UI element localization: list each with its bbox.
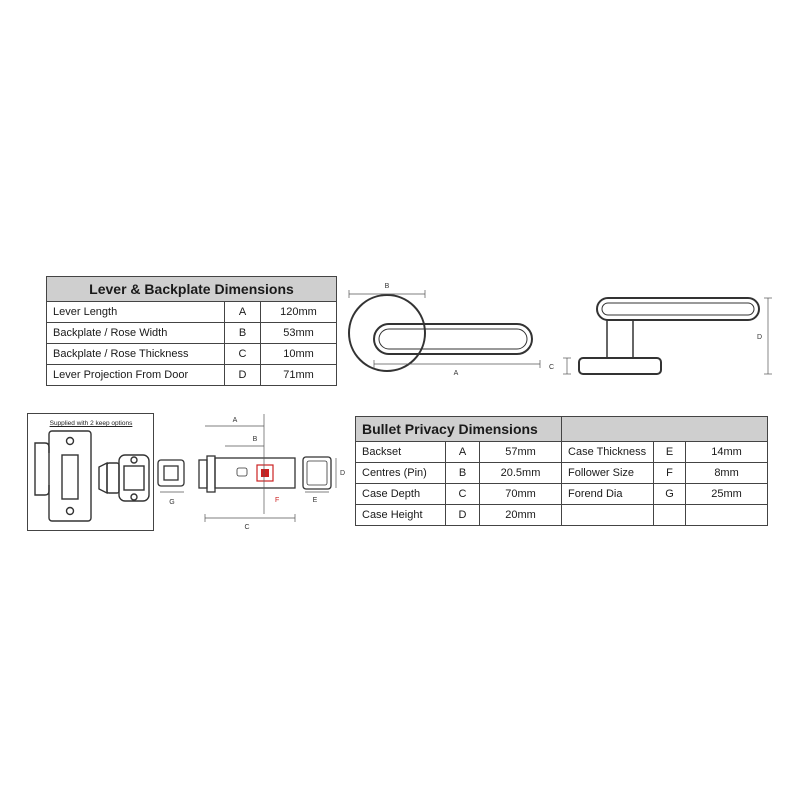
latch-label-e: E — [312, 497, 318, 504]
row-name-2: Follower Size — [562, 463, 654, 484]
row-name-2: Case Thickness — [562, 442, 654, 463]
table-row — [47, 323, 337, 344]
row-code-2 — [654, 505, 686, 526]
bullet-table-title: Bullet Privacy Dimensions — [356, 417, 562, 442]
table-row — [356, 505, 768, 526]
row-name-2 — [562, 505, 654, 526]
row-name: Backplate / Rose Thickness — [47, 344, 225, 365]
dim-label-b: B — [384, 283, 390, 290]
row-value-2: 25mm — [686, 484, 768, 505]
keep-options-title: Supplied with 2 keep options — [49, 420, 133, 427]
row-code: B — [225, 323, 261, 344]
lever-backplate-table — [46, 276, 337, 386]
row-code: A — [446, 442, 480, 463]
row-code: B — [446, 463, 480, 484]
table-row — [47, 344, 337, 365]
lever-side-drawing — [545, 290, 780, 385]
lever-front-drawing — [340, 280, 550, 385]
row-value: 53mm — [261, 323, 337, 344]
latch-drawing — [155, 410, 355, 538]
dim-label-d: D — [757, 334, 763, 341]
row-name: Lever Length — [47, 302, 225, 323]
bullet-privacy-table — [355, 416, 768, 526]
latch-label-c: C — [244, 524, 250, 531]
bullet-table-header-blank — [562, 417, 768, 442]
lever-table-title: Lever & Backplate Dimensions — [47, 277, 337, 302]
row-code: C — [446, 484, 480, 505]
table-row — [47, 302, 337, 323]
latch-label-d: D — [340, 470, 346, 477]
latch-label-f: F — [275, 497, 280, 504]
row-code-2: E — [654, 442, 686, 463]
row-value: 20mm — [480, 505, 562, 526]
row-value-2: 8mm — [686, 463, 768, 484]
table-row — [356, 442, 768, 463]
row-value: 120mm — [261, 302, 337, 323]
row-value: 20.5mm — [480, 463, 562, 484]
latch-label-g: G — [169, 499, 175, 506]
latch-label-a: A — [232, 417, 238, 424]
row-value: 10mm — [261, 344, 337, 365]
row-code: D — [225, 365, 261, 386]
dim-label-c: C — [549, 364, 555, 371]
row-code: C — [225, 344, 261, 365]
table-row — [47, 365, 337, 386]
row-code: A — [225, 302, 261, 323]
row-value-2 — [686, 505, 768, 526]
latch-label-b: B — [252, 436, 258, 443]
row-code: D — [446, 505, 480, 526]
row-name: Backset — [356, 442, 446, 463]
row-code-2: F — [654, 463, 686, 484]
dim-label-a: A — [453, 370, 459, 377]
row-name: Case Depth — [356, 484, 446, 505]
row-value: 57mm — [480, 442, 562, 463]
row-value: 70mm — [480, 484, 562, 505]
row-name: Lever Projection From Door — [47, 365, 225, 386]
row-value: 71mm — [261, 365, 337, 386]
row-code-2: G — [654, 484, 686, 505]
row-name: Backplate / Rose Width — [47, 323, 225, 344]
row-name: Centres (Pin) — [356, 463, 446, 484]
keep-options-drawing — [27, 413, 154, 531]
table-row — [356, 484, 768, 505]
row-name: Case Height — [356, 505, 446, 526]
row-value-2: 14mm — [686, 442, 768, 463]
table-row — [356, 463, 768, 484]
row-name-2: Forend Dia — [562, 484, 654, 505]
